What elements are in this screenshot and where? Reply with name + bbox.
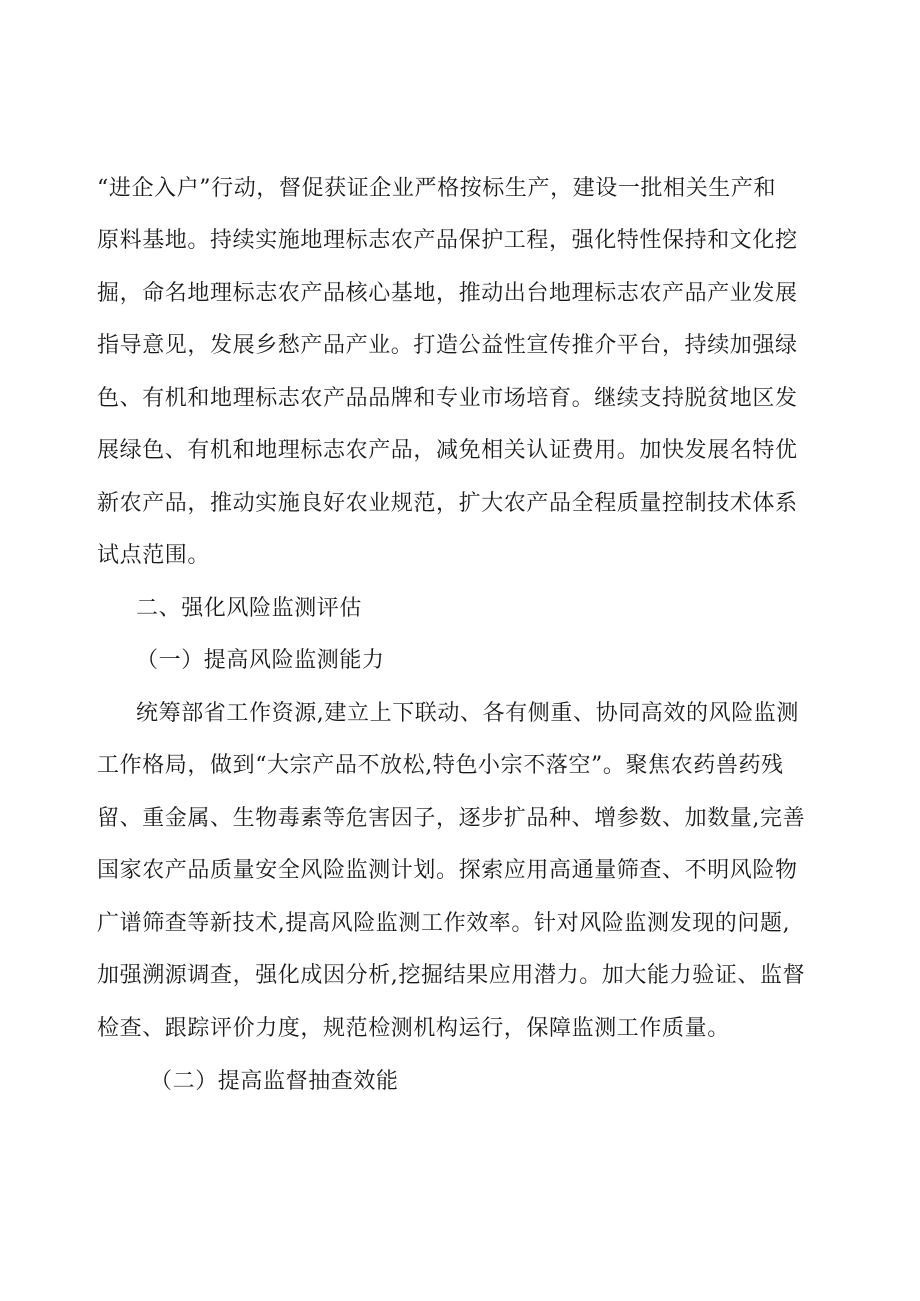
paragraph-1-line-5: 色、有机和地理标志农产品品牌和专业市场培育。继续支持脱贫地区发	[97, 386, 798, 411]
subheading-1: （一）提高风险监测能力	[136, 648, 385, 673]
paragraph-2-line-7: 检查、跟踪评价力度，规范检测机构运行，保障监测工作质量。	[97, 1016, 730, 1041]
paragraph-1-line-8: 试点范围。	[97, 543, 211, 568]
paragraph-2-line-2: 工作格局，做到“大宗产品不放松,特色小宗不落空”。聚焦农药兽药残	[97, 753, 784, 778]
section-heading: 二、强化风险监测评估	[136, 596, 363, 621]
paragraph-2-line-4: 国家农产品质量安全风险监测计划。探索应用高通量筛查、不明风险物	[97, 858, 798, 883]
paragraph-2-line-3: 留、重金属、生物毒素等危害因子，逐步扩品种、增参数、加数量,完善	[97, 806, 806, 831]
paragraph-2-line-6: 加强溯源调查，强化成因分析,挖掘结果应用潜力。加大能力验证、监督	[97, 963, 806, 988]
paragraph-1-line-1: “进企入户”行动，督促获证企业严格按标生产，建设一批相关生产和	[97, 176, 777, 201]
paragraph-2-line-5: 广谱筛查等新技术,提高风险监测工作效率。针对风险监测发现的问题,	[97, 911, 791, 936]
paragraph-1-line-4: 指导意见，发展乡愁产品产业。打造公益性宣传推介平台，持续加强绿	[97, 333, 798, 358]
paragraph-1-line-7: 新农产品，推动实施良好农业规范，扩大农产品全程质量控制技术体系	[97, 491, 798, 516]
paragraph-1-line-6: 展绿色、有机和地理标志农产品，减免相关认证费用。加快发展名特优	[97, 438, 798, 463]
paragraph-1-line-2: 原料基地。持续实施地理标志农产品保护工程，强化特性保持和文化挖	[97, 228, 798, 253]
paragraph-2-line-1: 统筹部省工作资源,建立上下联动、各有侧重、协同高效的风险监测	[136, 701, 799, 726]
subheading-2: （二）提高监督抽查效能	[150, 1069, 399, 1094]
paragraph-1-line-3: 掘，命名地理标志农产品核心基地，推动出台地理标志农产品产业发展	[97, 281, 798, 306]
